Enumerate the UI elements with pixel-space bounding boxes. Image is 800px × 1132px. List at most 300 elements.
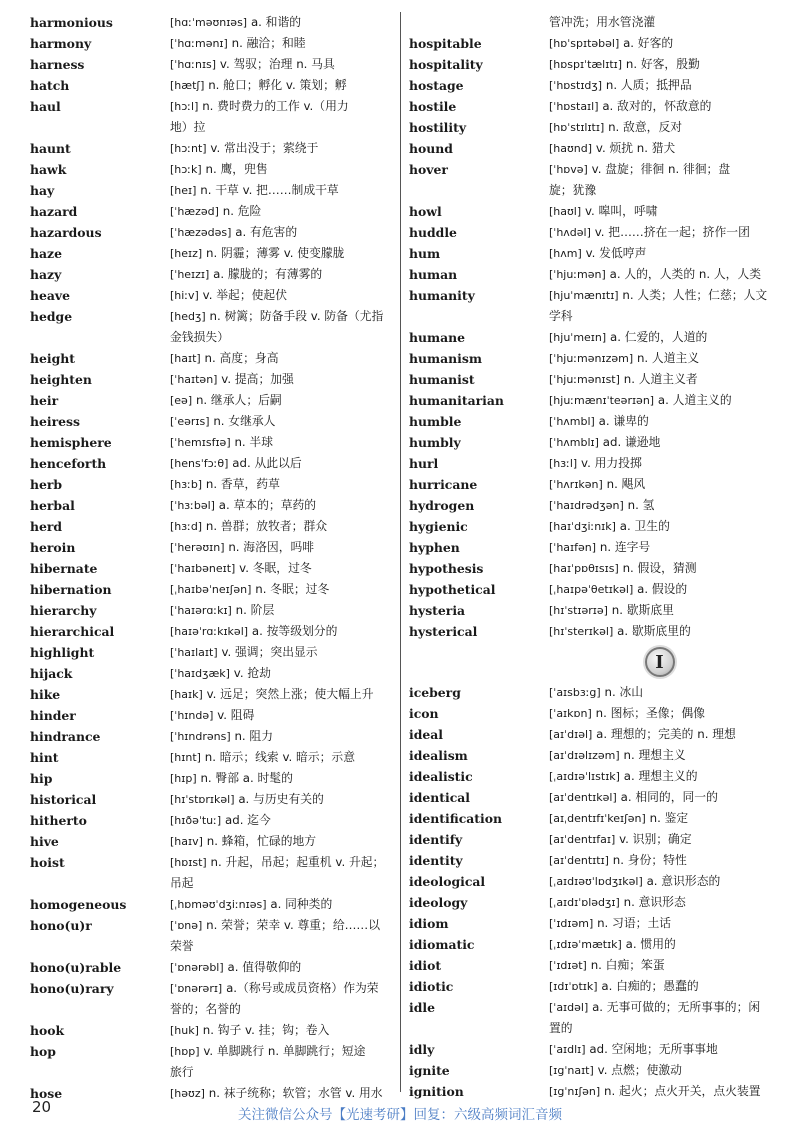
- definition: n. 半球: [234, 435, 274, 449]
- dictionary-entry: [30, 201, 393, 222]
- entry-body: [549, 327, 770, 348]
- headword: hibernate: [30, 561, 98, 576]
- dictionary-entry: [409, 682, 770, 703]
- pronunciation: [haɪˈdʒiːnɪk]: [549, 520, 616, 533]
- pronunciation: [haɪəˈrɑːkɪkəl]: [170, 625, 249, 638]
- headword: hyphen: [409, 540, 460, 555]
- headword: hostage: [409, 78, 464, 93]
- entry-body: [170, 957, 393, 978]
- entry-body: [170, 306, 393, 327]
- dictionary-entry: [409, 1039, 770, 1060]
- definition: v. 单脚跳行 n. 单脚跳行；短途: [203, 1044, 366, 1058]
- definition: n. 图标；圣像；偶像: [595, 706, 705, 720]
- dictionary-entry: [30, 390, 393, 411]
- pronunciation: [ˈherəʊɪn]: [170, 541, 225, 554]
- headword: identity: [409, 853, 463, 868]
- entry-body: [170, 894, 393, 915]
- definition: v. 常出没于；萦绕于: [210, 141, 319, 155]
- dictionary-entry: [409, 138, 770, 159]
- definition: v. 识别；确定: [619, 832, 692, 846]
- pronunciation: [aɪˈdentɪfaɪ]: [549, 833, 616, 846]
- entry-body: [170, 201, 393, 222]
- dictionary-entry: [30, 180, 393, 201]
- entry-body: [170, 789, 393, 810]
- pronunciation: [ˈaɪsbɜːg]: [549, 686, 601, 699]
- entry-body: [549, 621, 770, 642]
- dictionary-entry: [30, 138, 393, 159]
- dictionary-entry: [409, 558, 770, 579]
- definition: n. 危险: [222, 204, 262, 218]
- pronunciation: [ˈhjuːmənɪst]: [549, 373, 620, 386]
- definition: ad. 从此以后: [232, 456, 302, 470]
- headword: hazard: [30, 204, 78, 219]
- headword: ideal: [409, 727, 443, 742]
- definition: n. 升起，吊起；起重机 v. 升起；: [210, 855, 385, 869]
- entry-body: [170, 600, 393, 621]
- pronunciation: [haɪˈpɒθɪsɪs]: [549, 562, 619, 575]
- pronunciation: [ˈhɪndə]: [170, 709, 214, 722]
- entry-body: [549, 1081, 770, 1102]
- dictionary-entry: [409, 432, 770, 453]
- entry-body: [549, 159, 770, 180]
- entry-body: [549, 703, 770, 724]
- definition: v. 盘旋；徘徊 n. 徘徊；盘: [591, 162, 731, 176]
- entry-body: [549, 934, 770, 955]
- pronunciation: [hensˈfɔːθ]: [170, 457, 229, 470]
- entry-body: [170, 768, 393, 789]
- headword: idealistic: [409, 769, 473, 784]
- definition: a. 卫生的: [619, 519, 670, 533]
- entry-body: [170, 12, 393, 33]
- dictionary-entry: [30, 579, 393, 600]
- headword: hay: [30, 183, 55, 198]
- pronunciation: [ˈhaɪdrədʒən]: [549, 499, 624, 512]
- headword: hedge: [30, 309, 73, 324]
- dictionary-entry: [30, 243, 393, 264]
- headword: iceberg: [409, 685, 461, 700]
- right-column: [409, 12, 770, 1102]
- definition: n. 假设，猜测: [622, 561, 697, 575]
- pronunciation: [ˈhɒstaɪl]: [549, 100, 599, 113]
- headword: homogeneous: [30, 897, 127, 912]
- entry-body: [170, 684, 393, 705]
- pronunciation: [hɜːd]: [170, 520, 203, 533]
- pronunciation: [hiːv]: [170, 289, 199, 302]
- definition: a. 敌对的，怀敌意的: [602, 99, 712, 113]
- pronunciation: [ˈhɒstɪdʒ]: [549, 79, 603, 92]
- entry-body: [170, 852, 393, 873]
- definition: a. 与历史有关的: [238, 792, 324, 806]
- pronunciation: [ˌhaɪbəˈneɪʃən]: [170, 583, 252, 596]
- entry-body: [170, 1083, 393, 1104]
- definition: n. 女继承人: [213, 414, 276, 428]
- dictionary-entry: [30, 54, 393, 75]
- section-divider: [409, 642, 770, 682]
- dictionary-entry: [409, 369, 770, 390]
- entry-body: [549, 201, 770, 222]
- entry-body: [170, 474, 393, 495]
- entry-body: [549, 243, 770, 264]
- dictionary-entry: [30, 1041, 393, 1062]
- headword: hysterical: [409, 624, 478, 639]
- entry-body: [170, 558, 393, 579]
- pronunciation: [hjuˈmeɪn]: [549, 331, 607, 344]
- dictionary-entry: [409, 787, 770, 808]
- headword: hindrance: [30, 729, 101, 744]
- entry-body: [170, 663, 393, 684]
- entry-body: [170, 831, 393, 852]
- headword: idly: [409, 1042, 435, 1057]
- entry-body: [549, 724, 770, 745]
- definition: n. 好客，殷勤: [625, 57, 700, 71]
- definition: n. 舱口；孵化 v. 策划；孵: [208, 78, 347, 92]
- headword: hydrogen: [409, 498, 475, 513]
- pronunciation: [ˈɒnə]: [170, 919, 203, 932]
- entry-body: [170, 264, 393, 285]
- pronunciation: [ˌɪdɪəˈmætɪk]: [549, 938, 622, 951]
- dictionary-entry: [30, 978, 393, 999]
- headword: heiress: [30, 414, 80, 429]
- headword: hinder: [30, 708, 76, 723]
- headword: humbly: [409, 435, 461, 450]
- entry-body: [549, 745, 770, 766]
- headword: hazardous: [30, 225, 102, 240]
- definition: a. 相同的，同一的: [620, 790, 718, 804]
- headword: hemisphere: [30, 435, 112, 450]
- entry-body: [549, 96, 770, 117]
- headword: herd: [30, 519, 63, 534]
- entry-body: [170, 726, 393, 747]
- pronunciation: [ˈhɪndrəns]: [170, 730, 231, 743]
- definition: a. 理想的；完美的 n. 理想: [596, 727, 736, 741]
- page-number: 20: [32, 1098, 52, 1116]
- headword: identification: [409, 811, 502, 826]
- pronunciation: [aɪˈdentɪkəl]: [549, 791, 617, 804]
- pronunciation: [ˈhɑːnɪs]: [170, 58, 217, 71]
- entry-body: [549, 1060, 770, 1081]
- dictionary-entry: [30, 768, 393, 789]
- headword: humanity: [409, 288, 475, 303]
- headword: hatch: [30, 78, 70, 93]
- pronunciation: [hɒɪst]: [170, 856, 207, 869]
- pronunciation: [hɒspɪˈtælɪtɪ]: [549, 58, 623, 71]
- definition: n. 白痴；笨蛋: [590, 958, 665, 972]
- entry-body: [549, 892, 770, 913]
- definition: v. 强调；突出显示: [221, 645, 318, 659]
- pronunciation: [ˌaɪdɪəˈlɪstɪk]: [549, 770, 620, 783]
- pronunciation: [hɒˈstɪlɪtɪ]: [549, 121, 605, 134]
- headword: hostility: [409, 120, 467, 135]
- dictionary-entry: [30, 558, 393, 579]
- headword: hygienic: [409, 519, 468, 534]
- pronunciation: [ˌhɒməʊˈdʒiːnɪəs]: [170, 898, 267, 911]
- dictionary-entry: [409, 997, 770, 1018]
- pronunciation: [hɪnt]: [170, 751, 201, 764]
- entry-body: [549, 222, 770, 243]
- definition: a. 按等级划分的: [251, 624, 338, 638]
- dictionary-entry: [409, 934, 770, 955]
- headword: harmony: [30, 36, 92, 51]
- headword: howl: [409, 204, 442, 219]
- pronunciation: [heɪ]: [170, 184, 197, 197]
- definition: a. 朦胧的；有薄雾的: [213, 267, 323, 281]
- definition-continuation: 旅行: [170, 1065, 194, 1079]
- entry-body: [170, 621, 393, 642]
- pronunciation: [ˈhʌmbl]: [549, 415, 595, 428]
- entry-body: [170, 537, 393, 558]
- entry-body: [549, 579, 770, 600]
- dictionary-entry: [409, 600, 770, 621]
- definition: n. 阴霾；薄雾 v. 使变朦胧: [206, 246, 345, 260]
- definition: a. 值得敬仰的: [227, 960, 302, 974]
- dictionary-entry: [30, 663, 393, 684]
- entry-body: [170, 432, 393, 453]
- definition: a. 歇斯底里的: [617, 624, 691, 638]
- definition: v. 冬眠，过冬: [239, 561, 312, 575]
- dictionary-entry: [409, 850, 770, 871]
- pronunciation: [huk]: [170, 1024, 199, 1037]
- dictionary-entry: [409, 264, 770, 285]
- headword: hoist: [30, 855, 65, 870]
- headword: haunt: [30, 141, 71, 156]
- headword: hurricane: [409, 477, 478, 492]
- dictionary-entry: [30, 642, 393, 663]
- pronunciation: [hɪp]: [170, 772, 197, 785]
- definition: n. 人质；抵押品: [605, 78, 692, 92]
- dictionary-entry: [409, 871, 770, 892]
- headword: ignite: [409, 1063, 450, 1078]
- definition: a. 惯用的: [625, 937, 676, 951]
- entry-body: [549, 369, 770, 390]
- pronunciation: [haɪv]: [170, 835, 203, 848]
- pronunciation: [ˈhɑːmənɪ]: [170, 37, 228, 50]
- definition: n. 起火；点火开关，点火装置: [604, 1084, 761, 1098]
- dictionary-entry: [409, 913, 770, 934]
- definition: n. 人道主义者: [623, 372, 698, 386]
- dictionary-entry: [30, 1083, 393, 1104]
- definition: a. 和谐的: [250, 15, 302, 29]
- dictionary-entry: [409, 222, 770, 243]
- headword: hospitality: [409, 57, 483, 72]
- entry-body: [170, 159, 393, 180]
- entry-body: [549, 390, 770, 411]
- entry-body: [549, 117, 770, 138]
- pronunciation: [ˈhaɪtən]: [170, 373, 218, 386]
- definition-continuation: 置的: [549, 1021, 573, 1035]
- headword: idiom: [409, 916, 449, 931]
- entry-body: [170, 243, 393, 264]
- pronunciation: [hætʃ]: [170, 79, 205, 92]
- dictionary-entry: [30, 852, 393, 873]
- dictionary-entry: [30, 894, 393, 915]
- entry-body: [549, 913, 770, 934]
- definition-continuation: 金钱损失）: [170, 330, 229, 344]
- dictionary-entry: [409, 390, 770, 411]
- definition-continuation: 学科: [549, 309, 573, 323]
- entry-body: [549, 955, 770, 976]
- footer-note: 关注微信公众号【光速考研】回复：六级高频词汇音频: [238, 1107, 562, 1123]
- dictionary-entry: [409, 703, 770, 724]
- definition: a. 白痴的；愚蠢的: [601, 979, 699, 993]
- entry-body: [549, 558, 770, 579]
- entry-body: [170, 747, 393, 768]
- headword: idle: [409, 1000, 435, 1015]
- pronunciation: [həʊz]: [170, 1087, 205, 1100]
- definition: n. 阻力: [234, 729, 274, 743]
- dictionary-entry: [30, 33, 393, 54]
- headword: herb: [30, 477, 63, 492]
- definition: n. 鹰，兜售: [205, 162, 268, 176]
- definition: n. 意识形态: [623, 895, 686, 909]
- definition: ad. 迄今: [224, 813, 271, 827]
- definition: a. 谦卑的: [598, 414, 649, 428]
- dictionary-entry: [30, 495, 393, 516]
- definition-continuation: 荣誉: [170, 939, 194, 953]
- dictionary-entry: [30, 747, 393, 768]
- entry-body: [549, 33, 770, 54]
- pronunciation: [ˈhjuːmən]: [549, 268, 606, 281]
- entry-body: [170, 390, 393, 411]
- definition-continuation: 旋；犹豫: [549, 183, 597, 197]
- definition: n. 荣誉；荣幸 v. 尊重；给……以: [206, 918, 381, 932]
- headword: hierarchical: [30, 624, 115, 639]
- dictionary-entry: [409, 829, 770, 850]
- headword: hazy: [30, 267, 62, 282]
- definition: n. 人道主义: [636, 351, 700, 365]
- headword: hip: [30, 771, 53, 786]
- headword: humble: [409, 414, 462, 429]
- entry-body: [170, 75, 393, 96]
- dictionary-entry: [409, 285, 770, 306]
- dictionary-entry: [30, 474, 393, 495]
- definition: a.（称号或成员资格）作为荣: [226, 981, 379, 995]
- dictionary-entry: [30, 684, 393, 705]
- dictionary-entry: [30, 621, 393, 642]
- pronunciation: [ˈhɒvə]: [549, 163, 588, 176]
- entry-body: [170, 810, 393, 831]
- definition: ad. 谦逊地: [602, 435, 661, 449]
- entry-body: [170, 516, 393, 537]
- pronunciation: [ˈhaɪfən]: [549, 541, 597, 554]
- headword: hono(u)r: [30, 918, 92, 933]
- dictionary-entry: [30, 306, 393, 327]
- dictionary-entry: [30, 957, 393, 978]
- dictionary-entry: [30, 537, 393, 558]
- definition: n. 身份；特性: [612, 853, 687, 867]
- definition: n. 香草，药草: [205, 477, 280, 491]
- pronunciation: [ˈɪdɪəm]: [549, 917, 594, 930]
- headword: hurl: [409, 456, 439, 471]
- definition: v. 烦扰 n. 猎犬: [595, 141, 676, 155]
- entry-body: [170, 222, 393, 243]
- pronunciation: [ˈhɜːbəl]: [170, 499, 215, 512]
- headword: hysteria: [409, 603, 466, 618]
- headword: idealism: [409, 748, 468, 763]
- dictionary-entry: [409, 1081, 770, 1102]
- headword: hive: [30, 834, 59, 849]
- pronunciation: [ɪgˈnɪʃən]: [549, 1085, 601, 1098]
- entry-body: [549, 850, 770, 871]
- pronunciation: [eə]: [170, 394, 193, 407]
- definition: ad. 空闲地；无所事事地: [589, 1042, 718, 1056]
- headword: herbal: [30, 498, 75, 513]
- pronunciation: [haɪt]: [170, 352, 201, 365]
- definition: v. 把……挤在一起；挤作一团: [594, 225, 750, 239]
- dictionary-entry: [409, 75, 770, 96]
- entry-body: [170, 369, 393, 390]
- definition: v. 嗥叫，呼啸: [584, 204, 658, 218]
- headword: haze: [30, 246, 62, 261]
- entry-body: [170, 453, 393, 474]
- definition: a. 人道主义的: [657, 393, 732, 407]
- pronunciation: [hɜːl]: [549, 457, 578, 470]
- headword: identify: [409, 832, 463, 847]
- dictionary-entry: [30, 915, 393, 936]
- pronunciation: [hedʒ]: [170, 310, 206, 323]
- dictionary-entry: [409, 495, 770, 516]
- pronunciation: [hɪˈstɪərɪə]: [549, 604, 608, 617]
- dictionary-entry: [30, 12, 393, 33]
- pronunciation: [haɪk]: [170, 688, 203, 701]
- entry-body: [170, 495, 393, 516]
- headword: hop: [30, 1044, 56, 1059]
- pronunciation: [ˈhʌdəl]: [549, 226, 591, 239]
- dictionary-entry: [409, 892, 770, 913]
- entry-body: [170, 1020, 393, 1041]
- pronunciation: [hɔːnt]: [170, 142, 207, 155]
- dictionary-entry: [409, 745, 770, 766]
- dictionary-entry: [30, 369, 393, 390]
- definition: n. 干草 v. 把……制成干草: [200, 183, 339, 197]
- headword: hook: [30, 1023, 65, 1038]
- definition: v. 举起；使起伏: [202, 288, 288, 302]
- definition: a. 同种类的: [270, 897, 333, 911]
- dictionary-entry: [409, 327, 770, 348]
- dictionary-entry: [30, 159, 393, 180]
- pronunciation: [aɪˈdɪəl]: [549, 728, 593, 741]
- entry-body: [170, 642, 393, 663]
- dictionary-entry: [409, 808, 770, 829]
- definition: n. 飓风: [606, 477, 646, 491]
- pronunciation: [ˈhæzəd]: [170, 205, 219, 218]
- left-column: [30, 12, 393, 1104]
- entry-body: [549, 997, 770, 1018]
- pronunciation: [ɪgˈnaɪt]: [549, 1064, 594, 1077]
- headword: heir: [30, 393, 59, 408]
- pronunciation: [ˌhaɪpəˈθetɪkəl]: [549, 583, 634, 596]
- dictionary-entry: [409, 96, 770, 117]
- headword: humane: [409, 330, 466, 345]
- definition: n. 兽群；放牧者；群众: [205, 519, 328, 533]
- definition-continuation: 吊起: [170, 876, 194, 890]
- headword: henceforth: [30, 456, 107, 471]
- definition: a. 仁爱的，人道的: [609, 330, 708, 344]
- definition: n. 连字号: [599, 540, 651, 554]
- dictionary-entry: [409, 724, 770, 745]
- definition: a. 理想主义的: [623, 769, 698, 783]
- definition: n. 歇斯底里: [611, 603, 674, 617]
- definition: v. 用力投掷: [581, 456, 642, 470]
- dictionary-entry: [30, 411, 393, 432]
- entry-body: [549, 75, 770, 96]
- column-divider: [400, 12, 401, 1092]
- dictionary-entry: [409, 201, 770, 222]
- pronunciation: [ˈhaɪərɑːkɪ]: [170, 604, 232, 617]
- headword: hose: [30, 1086, 63, 1101]
- headword: heave: [30, 288, 71, 303]
- entry-body: [170, 33, 393, 54]
- pronunciation: [ˌaɪdɪˈɒlədʒɪ]: [549, 896, 620, 909]
